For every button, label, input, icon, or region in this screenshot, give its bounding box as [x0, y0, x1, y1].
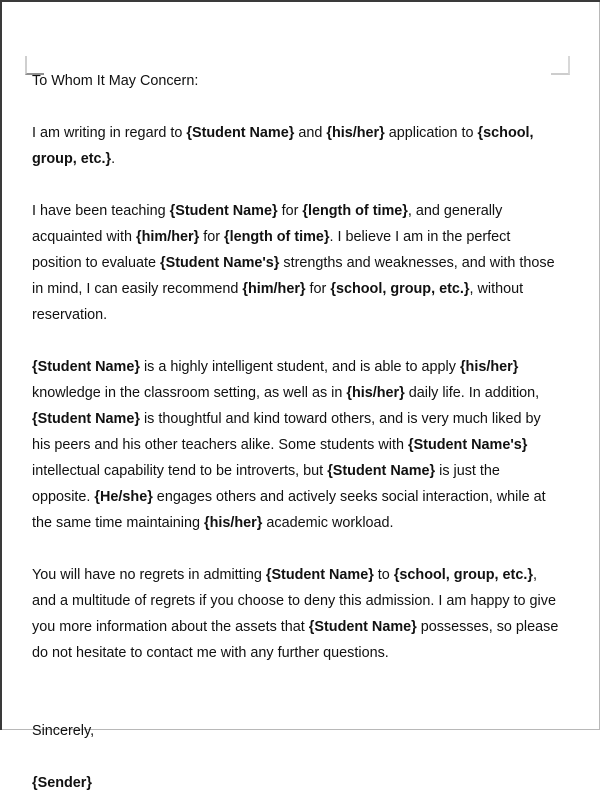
placeholder-token: {length of time}	[224, 229, 330, 245]
letter-body	[32, 68, 562, 796]
letter-paragraph-character-assessment	[32, 354, 562, 536]
letter-closing: Sincerely,	[32, 723, 95, 739]
body-text-run: academic workload.	[262, 515, 394, 531]
body-text-run: engages others and actively seeks social interaction, while at the same time maintaining	[32, 489, 546, 531]
body-text-run: strengths and weaknesses, and with those in mind, I can easily recommend	[32, 255, 555, 297]
body-text-run: to	[373, 567, 394, 583]
placeholder-token: {Student Name}	[169, 203, 278, 219]
body-text-run: possesses, so please do not hesitate to contact me with any further questions.	[32, 619, 559, 661]
placeholder-token: {school, group, etc.}	[393, 567, 533, 583]
body-text-run: is a highly intelligent student, and is able to apply	[139, 359, 460, 375]
body-text-run: I have been teaching	[32, 203, 170, 219]
placeholder-token: {Student Name}	[186, 125, 295, 141]
placeholder-token: {Student Name}	[32, 411, 140, 427]
placeholder-token: {Student Name}	[327, 463, 436, 479]
scan-edge-left	[0, 0, 2, 730]
letter-paragraph-teaching-history	[32, 198, 562, 328]
placeholder-token: {He/she}	[94, 489, 153, 505]
body-text-run: , without reservation.	[32, 281, 524, 323]
body-text-run: for	[199, 229, 224, 245]
placeholder-token: {him/her}	[136, 229, 200, 245]
placeholder-token: {school, group, etc.}	[330, 281, 470, 297]
placeholder-token: {Student Name}	[32, 359, 140, 375]
body-text-run: You will have no regrets in admitting	[32, 567, 266, 583]
placeholder-token: {his/her}	[326, 125, 385, 141]
body-text-run: intellectual capability tend to be introverts, but	[32, 463, 328, 479]
body-text-run: for	[277, 203, 303, 219]
placeholder-token: {school, group, etc.}	[32, 125, 534, 167]
body-text-run: , and generally acquainted with	[32, 203, 503, 245]
signature-token: {Sender}	[32, 775, 92, 791]
placeholder-token: {him/her}	[242, 281, 306, 297]
letter-salutation: To Whom It May Concern:	[32, 73, 199, 89]
placeholder-token: {length of time}	[302, 203, 408, 219]
placeholder-token: {Student Name}	[308, 619, 417, 635]
placeholder-token: {Student Name's}	[407, 437, 528, 453]
letter-signature	[32, 770, 562, 796]
body-text-run: .	[111, 151, 116, 167]
placeholder-token: {his/her}	[459, 359, 519, 375]
body-text-run: is thoughtful and kind toward others, and is very much liked by his peers and his other teachers alike. Some students with	[32, 411, 541, 453]
placeholder-token: {his/her}	[203, 515, 263, 531]
body-text-run: , and a multitude of regrets if you choose to deny this admission. I am happy to give you more information about the assets that	[32, 567, 556, 635]
placeholder-token: {his/her}	[346, 385, 405, 401]
letter-paragraph-recommendation-close	[32, 562, 562, 666]
body-text-run: for	[305, 281, 331, 297]
body-text-run: application to	[384, 125, 478, 141]
placeholder-token: {Student Name}	[265, 567, 374, 583]
letter-paragraph-intro	[32, 120, 562, 172]
body-text-run: and	[294, 125, 327, 141]
body-text-run: I am writing in regard to	[32, 125, 187, 141]
body-text-run: . I believe I am in the perfect position to evaluate	[32, 229, 511, 271]
body-text-run: knowledge in the classroom setting, as well as in	[32, 385, 347, 401]
body-text-run: daily life. In addition,	[404, 385, 540, 401]
scan-edge-top	[0, 0, 600, 2]
placeholder-token: {Student Name's}	[160, 255, 280, 271]
body-text-run: is just the opposite.	[32, 463, 500, 505]
